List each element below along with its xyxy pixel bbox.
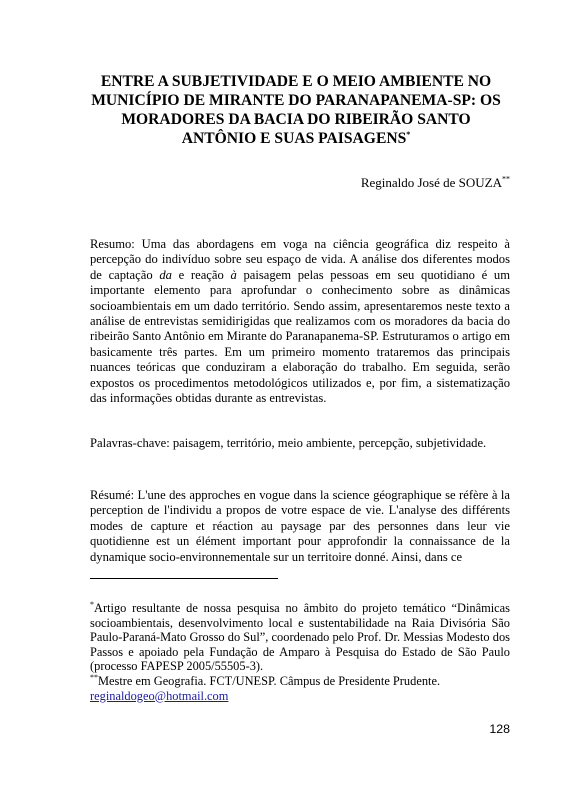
abstract-emphasis-a: à (230, 267, 237, 282)
page-number: 128 (489, 722, 510, 736)
abstract-emphasis-da: da (159, 267, 172, 282)
footnote-2-text: Mestre em Geografia. FCT/UNESP. Câmpus de Presidente Prudente. (98, 673, 441, 688)
footnote-1-text: Artigo resultante de nossa pesquisa no âmbito do projeto temático “Dinâmicas socioambientais, desenvolvimento local e sustentabilidade na Raia Divisória São Paulo-Paraná-Mato Grosso do Sul”, coordenado pelo Prof. Dr. Messias Modesto dos Passos e apoiado pela Fundação de Amparo à Pesquisa do Estado de São Paulo (processo FAPESP 2005/55505-3). (90, 601, 510, 674)
keywords-line: Palavras-chave: paisagem, território, meio ambiente, percepção, subjetividade. (90, 436, 487, 450)
resume-paragraph: Résumé: L'une des approches en vogue dans la science géographique se réfère à la perception de l'individu a propos de votre espace de vie. L'analyse des différents modes de capture et réaction au paysage par des personnes dans leur vie quotidienne est un élément important pour approfondir la connaissance de la dynamique socio-environnementale sur un territoire donné. Ainsi, dans ce (90, 488, 510, 564)
title-footnote-mark: * (406, 129, 411, 139)
author-line (330, 175, 510, 191)
abstract-paragraph (90, 237, 510, 406)
author-email-link[interactable]: reginaldogeo@hotmail.com (90, 688, 229, 703)
footnote-1-mark: * (90, 599, 94, 609)
abstract-text-3: paisagem pelas pessoas em seu quotidiano é um importante elemento para aprofundar o conhecimento sobre as dinâmicas socioambientais em um dado território. Sendo assim, apresentaremos neste texto a análise de entrevistas semidirigidas que realizamos com os moradores da bacia do ribeirão Santo Antônio em Mirante do Paranapanema-SP. Estruturamos o artigo em basicamente três partes. Em um primeiro momento trataremos das principais nuances teóricas que conduziram a elaboração do trabalho. Em seguida, serão expostos os procedimentos metodológicos utilizados e, por fim, a sistematização das informações obtidas durante as entrevistas. (90, 267, 510, 406)
footnote-1 (90, 601, 510, 674)
abstract-text-1: Resumo: Uma das abordagens em voga na ciência geográfica diz respeito à percepção do indivíduo sobre seu espaço de vida. A análise dos diferentes modos de captação (90, 237, 510, 282)
footnote-separator (90, 578, 278, 579)
author-name: Reginaldo José de SOUZA (360, 175, 502, 190)
footnotes-block (90, 601, 510, 703)
article-title-text: ENTRE A SUBJETIVIDADE E O MEIO AMBIENTE NO MUNICÍPIO DE MIRANTE DO PARANAPANEMA-SP: OS MORADORES DA BACIA DO RIBEIRÃO SANTO ANTÔNIO E SUAS PAISAGENS (91, 73, 501, 147)
abstract-text-2: e reação (171, 267, 231, 282)
article-title (86, 72, 506, 148)
footnote-2-mark: ** (90, 672, 98, 682)
author-footnote-mark: ** (502, 174, 510, 184)
footnote-2 (90, 674, 510, 703)
